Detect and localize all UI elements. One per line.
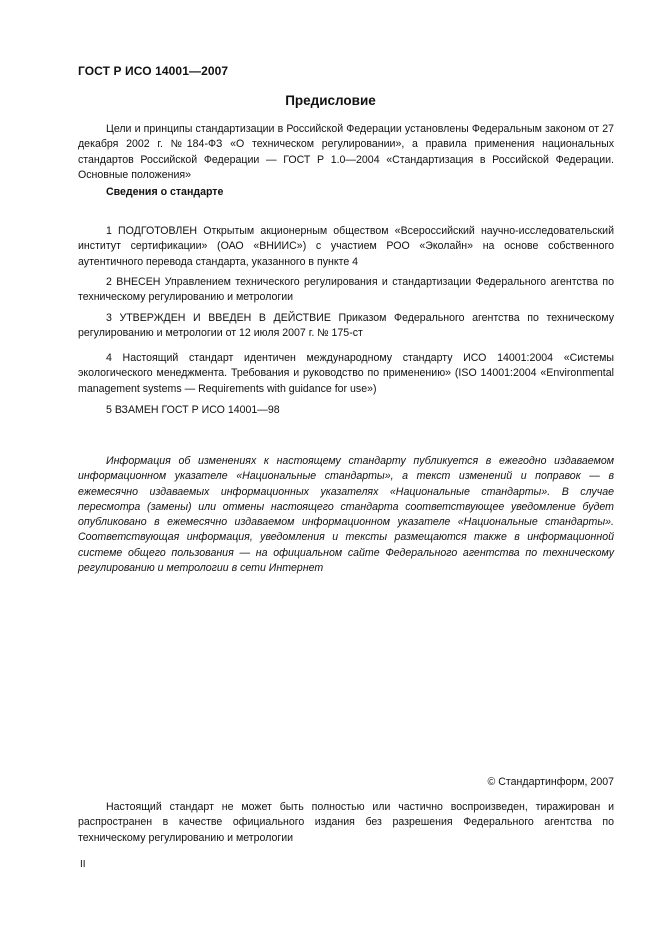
standard-info-heading: Сведения о стандарте: [106, 186, 224, 198]
document-code: ГОСТ Р ИСО 14001—2007: [78, 64, 229, 78]
changes-notice: Информация об изменениях к настоящему стандарту публикуется в ежегодно издаваемом информационном указателе «Национальные стандарты», а текст изменений и поправок — в ежемесячно издаваемых информационных указателях «Национальные стандарты». В случае пересмотра (замены) или отмены настоящего стандарта соответствующее уведомление будет опубликовано в ежемесячно издаваемом информационном указателе «Национальные стандарты». Соответствующая информация, уведомления и тексты размещаются также в информационной системе общего пользования — на официальном сайте Федерального агентства по техническому регулированию и метрологии в сети Интернет: [78, 455, 614, 575]
reproduction-notice: Настоящий стандарт не может быть полностью или частично воспроизведен, тиражирован и распространен в качестве официального издания без разрешения Федерального агентства по техническому регулированию и метрологии: [78, 801, 614, 844]
item-3: 3 УТВЕРЖДЕН И ВВЕДЕН В ДЕЙСТВИЕ Приказом Федерального агентства по техническому регулированию и метрологии от 12 июля 2007 г. № 175-ст: [78, 312, 614, 340]
item-5: 5 ВЗАМЕН ГОСТ Р ИСО 14001—98: [106, 404, 280, 416]
page-title: Предисловие: [285, 93, 376, 108]
item-1: 1 ПОДГОТОВЛЕН Открытым акционерным обществом «Всероссийский научно-исследовательский институт сертификации» (ОАО «ВНИИС») с участием РОО «Эколайн» на основе собственного аутентичного перевода стандарта, указанного в пункте 4: [78, 225, 614, 268]
copyright-line: © Стандартинформ, 2007: [487, 776, 614, 788]
item-4: 4 Настоящий стандарт идентичен международному стандарту ИСО 14001:2004 «Системы экологического менеджмента. Требования и руководство по применению» (ISO 14001:2004 «Environmental management systems — Requirements with guidance for use»): [78, 352, 614, 395]
intro-paragraph: Цели и принципы стандартизации в Российской Федерации установлены Федеральным законом от 27 декабря 2002 г. №184-ФЗ «О техническом регулировании», а правила применения национальных стандартов Российской Федерации — ГОСТ Р 1.0—2004 «Стандартизация в Российской Федерации. Основные положения»: [78, 123, 614, 181]
item-2: 2 ВНЕСЕН Управлением технического регулирования и стандартизации Федерального агентства по техническому регулированию и метрологии: [78, 276, 614, 304]
page-number: II: [80, 859, 86, 870]
